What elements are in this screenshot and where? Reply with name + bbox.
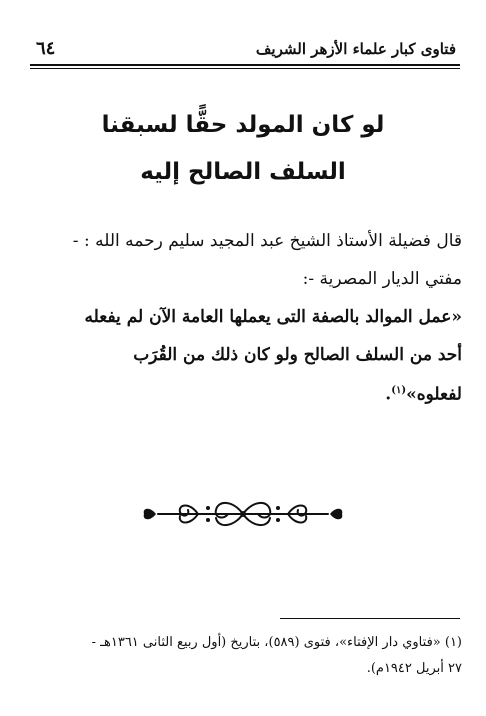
floral-divider-icon <box>138 492 348 536</box>
body-line-2: مفتي الديار المصرية -: <box>302 269 462 289</box>
quote-line-1: «عمل الموالد بالصفة التى يعملها العامة الآن لم يفعله <box>84 307 462 327</box>
running-header <box>30 38 460 66</box>
running-title: فتاوى كبار علماء الأزهر الشريف <box>255 40 456 58</box>
header-rule-thin <box>30 68 460 69</box>
footnote-reference: (١) <box>391 385 407 396</box>
page-number: ٦٤ <box>36 38 56 59</box>
footnote-line-1: (١) «فتاوي دار الإفتاء»، فتوى (٥٨٩)، بتاريخ (أول ربيع الثانى ١٣٦١هـ - <box>91 635 462 650</box>
footnote-line-2: ٢٧ أبريل ١٩٤٢م). <box>366 661 462 676</box>
quote-line-3 <box>30 376 462 410</box>
header-rule <box>30 64 460 66</box>
section-title-line-2: السلف الصالح إليه <box>140 159 346 185</box>
body-line-1: قال فضيلة الأستاذ الشيخ عبد المجيد سليم رحمه الله : - <box>72 231 462 251</box>
footnote-separator <box>280 618 460 619</box>
quote-line-3-end: . <box>385 384 392 405</box>
quote-line-2: أحد من السلف الصالح ولو كان ذلك من القُرَب <box>133 345 462 365</box>
section-title-line-1: لو كان المولد حقًّا لسبقنا <box>101 112 385 138</box>
quote-line-3-text: لفعلوه» <box>406 384 462 405</box>
